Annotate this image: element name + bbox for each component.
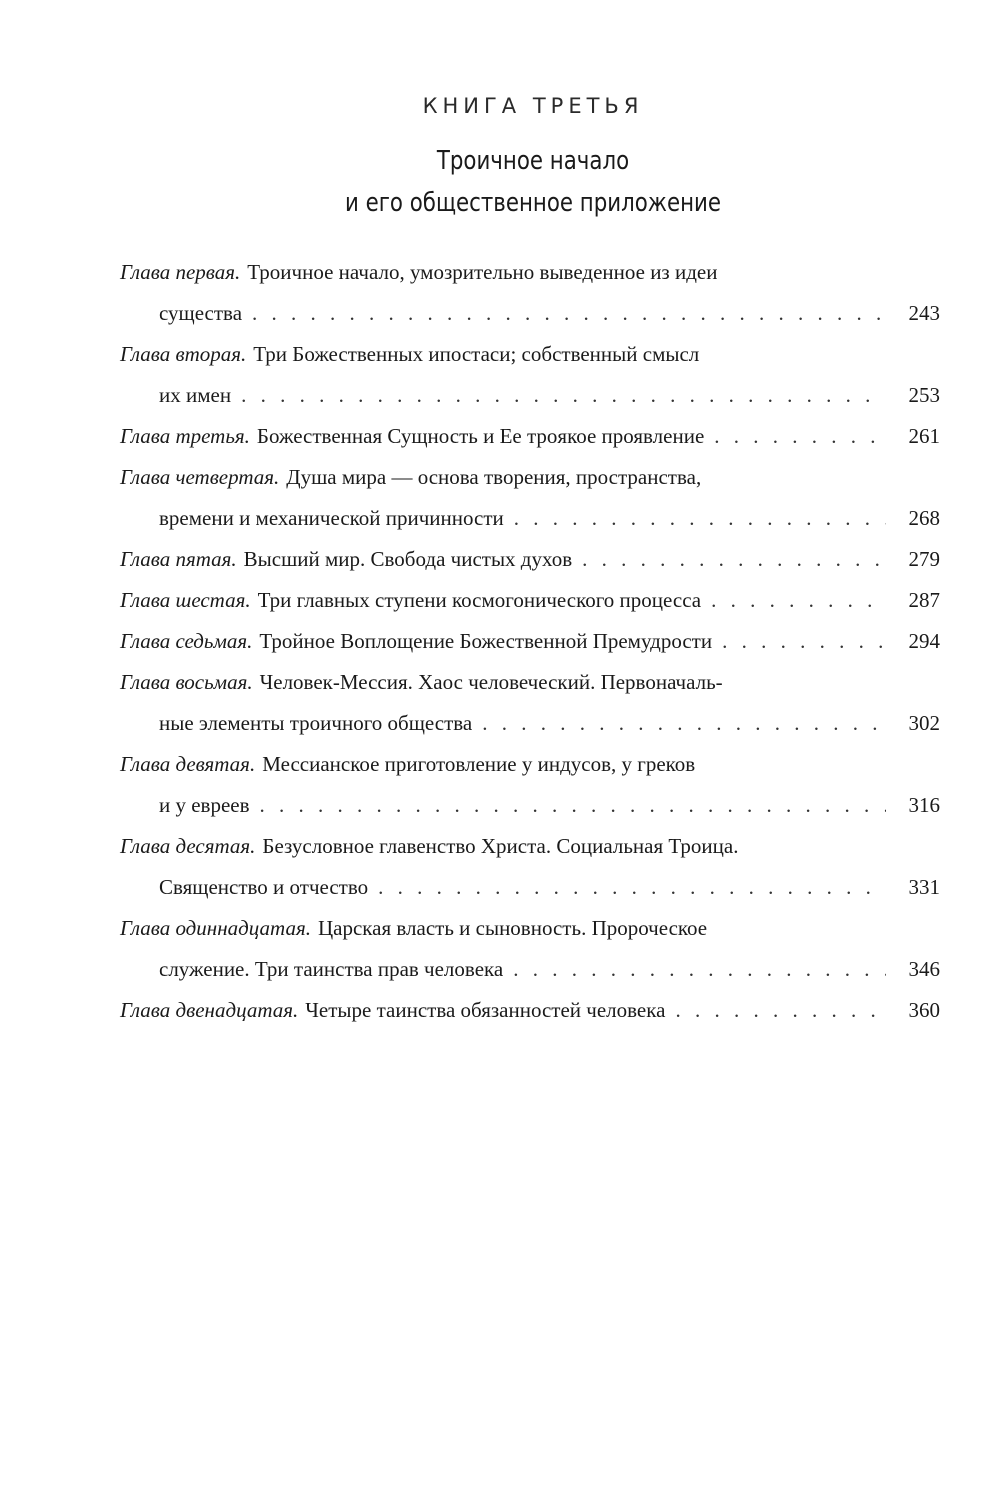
chapter-title-continued: служение. Три таинства прав человека [159, 957, 504, 981]
chapter-label: Глава вторая. [120, 342, 247, 366]
chapter-title: Три главных ступени космогонического процесса [257, 588, 702, 612]
toc-entry-chapter-2[interactable] [120, 334, 940, 416]
page-number: 243 [908, 301, 940, 325]
chapter-label: Глава девятая. [120, 752, 256, 776]
dot-leader [675, 990, 886, 1031]
chapter-label: Глава восьмая. [120, 670, 253, 694]
chapter-label: Глава шестая. [120, 588, 251, 612]
chapter-label: Глава первая. [120, 260, 241, 284]
page-number: 294 [908, 629, 940, 653]
page-number: 253 [908, 383, 940, 407]
toc-entry-chapter-11[interactable] [120, 908, 940, 990]
chapter-title: Троичное начало, умозрительно выведенное из идеи [247, 260, 718, 284]
dot-leader [378, 867, 886, 908]
chapter-title: Человек-Мессия. Хаос человеческий. Первоначаль- [259, 670, 723, 694]
toc-entry-chapter-8[interactable] [120, 662, 940, 744]
dot-leader [252, 293, 886, 334]
chapter-label: Глава десятая. [120, 834, 256, 858]
dot-leader [722, 621, 886, 662]
dot-leader [514, 498, 886, 539]
chapter-title: Три Божественных ипостаси; собственный смысл [253, 342, 700, 366]
page-number: 331 [908, 875, 940, 899]
chapter-title-continued: ные элементы троичного общества [159, 711, 473, 735]
dot-leader [711, 580, 886, 621]
chapter-title: Царская власть и сыновность. Пророческое [317, 916, 708, 940]
chapter-title: Душа мира — основа творения, пространства, [286, 465, 702, 489]
chapter-title-continued: времени и механической причинности [159, 506, 504, 530]
page-number: 302 [908, 711, 940, 735]
chapter-label: Глава одиннадцатая. [120, 916, 311, 940]
dot-leader [582, 539, 886, 580]
toc-entry-chapter-7[interactable] [120, 621, 940, 662]
toc-entry-chapter-12[interactable] [120, 990, 940, 1031]
toc-entry-chapter-3[interactable] [120, 416, 940, 457]
chapter-label: Глава седьмая. [120, 629, 253, 653]
dot-leader [513, 949, 886, 990]
toc-entry-chapter-5[interactable] [120, 539, 940, 580]
chapter-title: Четыре таинства обязанностей человека [305, 998, 666, 1022]
chapter-title: Безусловное главенство Христа. Социальная Троица. [262, 834, 739, 858]
chapter-title-continued: их имен [159, 383, 232, 407]
chapter-title: Тройное Воплощение Божественной Премудрости [259, 629, 713, 653]
book-title [96, 140, 970, 224]
chapter-label: Глава двенадцатая. [120, 998, 299, 1022]
dot-leader [482, 703, 886, 744]
chapter-label: Глава пятая. [120, 547, 237, 571]
dot-leader [260, 785, 886, 826]
chapter-label: Глава третья. [120, 424, 250, 448]
table-of-contents [120, 252, 940, 1031]
book-title-line-2: и его общественное приложение [344, 188, 722, 218]
page-number: 268 [908, 506, 940, 530]
page-number: 261 [908, 424, 940, 448]
book-title-line-1: Троичное начало [436, 146, 630, 176]
chapter-title: Мессианское приготовление у индусов, у греков [262, 752, 696, 776]
chapter-label: Глава четвертая. [120, 465, 280, 489]
page-number: 346 [908, 957, 940, 981]
toc-entry-chapter-10[interactable] [120, 826, 940, 908]
toc-entry-chapter-4[interactable] [120, 457, 940, 539]
toc-entry-chapter-6[interactable] [120, 580, 940, 621]
chapter-title-continued: и у евреев [159, 793, 250, 817]
chapter-title: Высший мир. Свобода чистых духов [243, 547, 573, 571]
dot-leader [714, 416, 886, 457]
dot-leader [241, 375, 886, 416]
page-number: 360 [908, 998, 940, 1022]
chapter-title-continued: существа [159, 301, 243, 325]
toc-entry-chapter-1[interactable] [120, 252, 940, 334]
toc-entry-chapter-9[interactable] [120, 744, 940, 826]
page-number: 279 [908, 547, 940, 571]
page-number: 316 [908, 793, 940, 817]
chapter-title: Божественная Сущность и Ее трoякое проявление [256, 424, 705, 448]
book-label: КНИГА ТРЕТЬЯ [422, 94, 644, 118]
chapter-title-continued: Священство и отчество [159, 875, 369, 899]
page-number: 287 [908, 588, 940, 612]
